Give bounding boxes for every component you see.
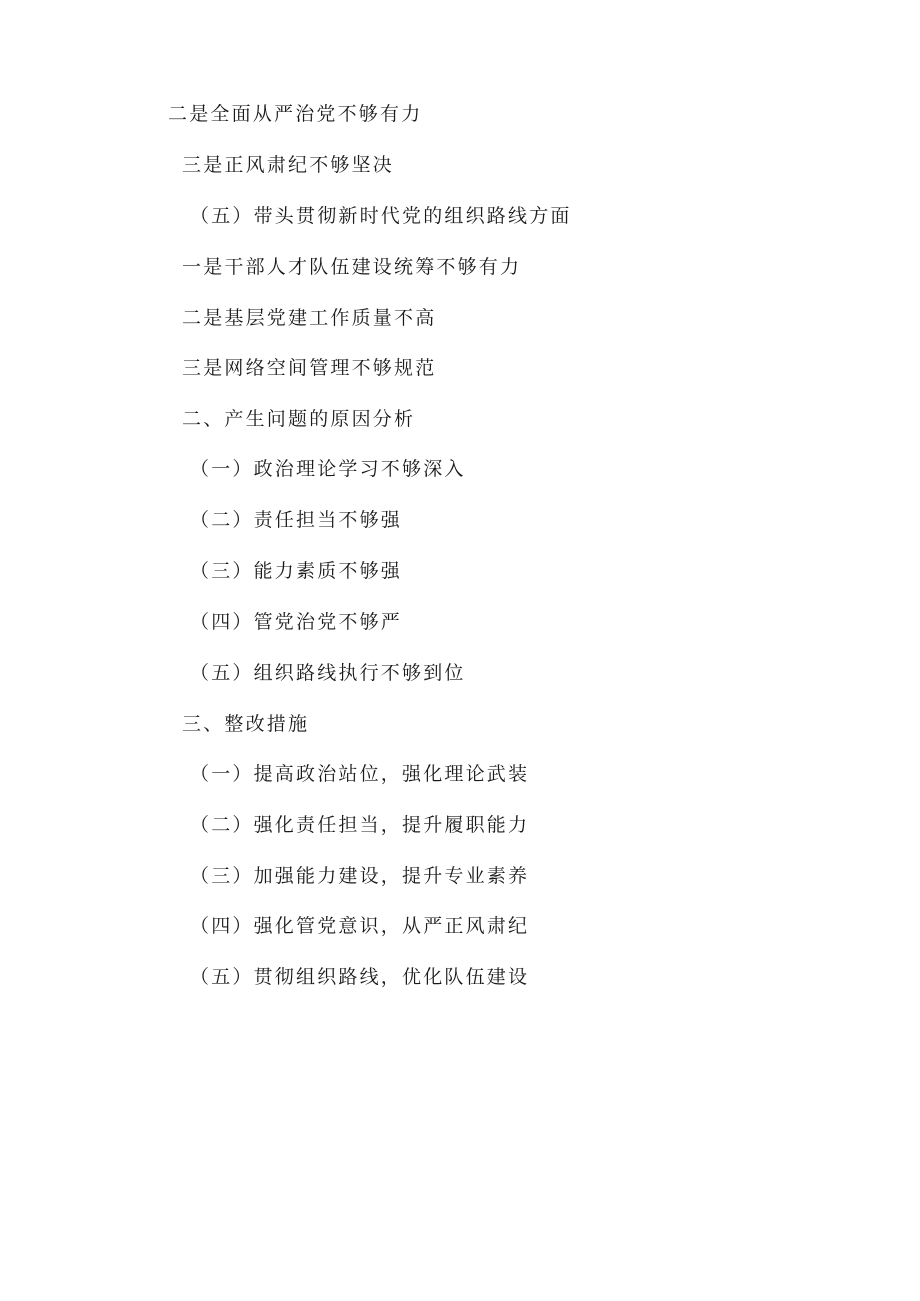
section-heading: （五）贯彻组织路线，优化队伍建设 [190, 966, 530, 988]
section-heading: （五）组织路线执行不够到位 [190, 662, 466, 684]
section-heading: （四）强化管党意识，从严正风肃纪 [190, 915, 530, 937]
section-heading: （一）提高政治站位，强化理论武装 [190, 763, 530, 785]
chapter-heading: 二、产生问题的原因分析 [182, 408, 416, 430]
section-heading: （三）加强能力建设，提升专业素养 [190, 865, 530, 887]
section-heading: （二）强化责任担当，提升履职能力 [190, 814, 530, 836]
chapter-heading: 三、整改措施 [182, 713, 310, 735]
section-heading: （三）能力素质不够强 [190, 560, 403, 582]
section-heading: （四）管党治党不够严 [190, 611, 403, 633]
text-line: 二是基层党建工作质量不高 [182, 307, 437, 329]
text-line: 三是网络空间管理不够规范 [182, 357, 437, 379]
section-heading: （五）带头贯彻新时代党的组织路线方面 [190, 205, 572, 227]
text-line: 三是正风肃纪不够坚决 [182, 154, 395, 176]
section-heading: （一）政治理论学习不够深入 [190, 458, 466, 480]
text-line: 二是全面从严治党不够有力 [168, 103, 423, 125]
text-line: 一是干部人才队伍建设统筹不够有力 [182, 256, 522, 278]
section-heading: （二）责任担当不够强 [190, 509, 403, 531]
